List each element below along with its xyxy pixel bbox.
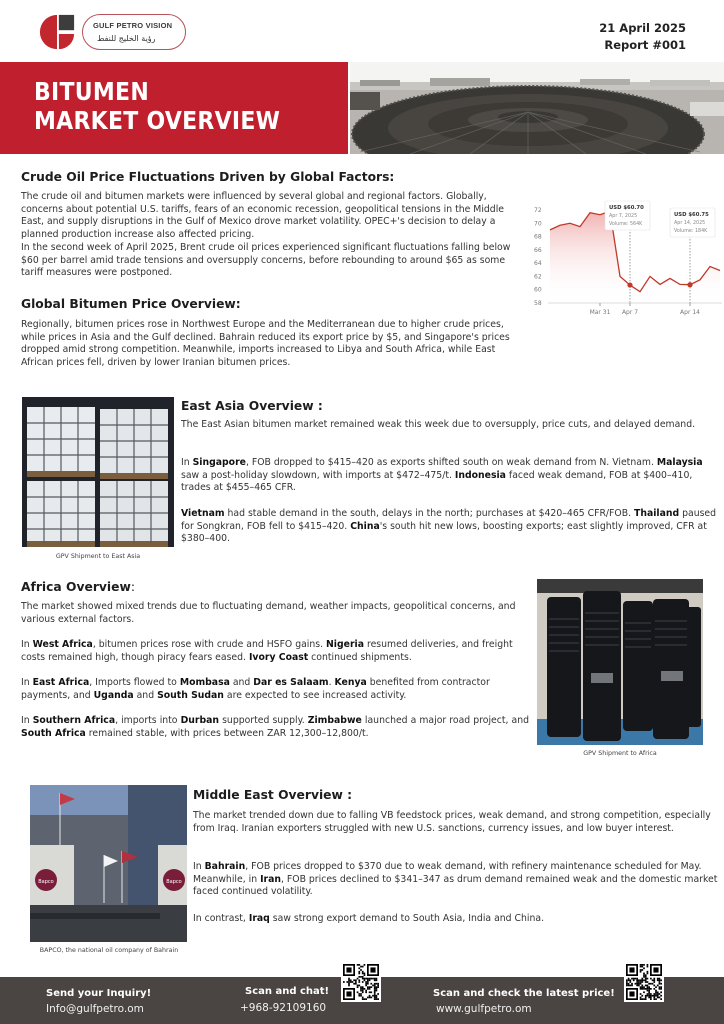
emphasized-term: South Africa: [21, 727, 86, 739]
emphasized-term: Mombasa: [179, 677, 230, 688]
text-run: , Imports flowed to: [89, 677, 180, 688]
emphasized-term: Vietnam: [181, 508, 225, 519]
text-run: remained stable, with prices between ZAR 12,300–12,800/t.: [85, 727, 369, 739]
price-tooltip: [605, 201, 650, 230]
text-run: saw a post-holiday slowdown, with imports at $472–475/t.: [181, 469, 455, 481]
africa-shipment-photo: [537, 579, 703, 745]
text-run: In: [21, 639, 33, 650]
east-asia-paragraph-3: [181, 508, 721, 546]
company-logo: [38, 11, 188, 53]
emphasized-term: Iran: [260, 873, 281, 885]
emphasized-term: East Africa: [32, 677, 90, 688]
report-header: [0, 0, 724, 62]
text-run: In contrast,: [193, 913, 249, 924]
y-tick-label: 68: [534, 233, 542, 241]
report-number: Report #001: [604, 38, 686, 52]
text-run: In: [193, 861, 205, 872]
emphasized-term: Ivory Coast: [248, 651, 309, 663]
text-run: are expected to see increased activity.: [223, 689, 407, 701]
text-run: , bitumen prices rose with crude and HSFO gains.: [92, 639, 327, 650]
inquiry-title: Send your Inquiry!: [46, 988, 152, 999]
east-asia-paragraph-1: The East Asian bitumen market remained weak this week due to oversupply, price cuts, and delayed demand.: [181, 419, 696, 430]
text-run: In: [181, 457, 193, 468]
text-run: saw strong export demand to South Asia, India and China.: [269, 913, 545, 924]
x-tick-label: Mar 31: [589, 309, 611, 316]
bapco-photo-caption: BAPCO, the national oil company of Bahrain: [39, 947, 179, 954]
text-run: 's south hit new lows, boosting exports; east slightly improved, CFR at $380–400.: [181, 520, 707, 545]
africa-paragraph-1: The market showed mixed trends due to fluctuating demand, weather impacts, geopolitical concerns, and various external factors.: [21, 601, 516, 625]
emphasized-term: Singapore: [192, 457, 246, 468]
y-tick-label: 66: [534, 246, 542, 254]
emphasized-term: China: [350, 520, 380, 532]
emphasized-term: Uganda: [93, 689, 134, 701]
brand-name-en: GULF PETRO VISION: [93, 21, 173, 30]
website-link[interactable]: www.gulfpetro.om: [436, 1003, 532, 1015]
text-run: resumed deliveries, and freight costs remained high, though piracy fears eased.: [21, 639, 513, 663]
text-run: benefited from contractor payments, and: [21, 677, 490, 701]
text-run: , FOB prices dropped to $370 due to weak demand, with refinery maintenance scheduled for May. Meanwhile, in: [193, 861, 702, 885]
text-run: , FOB prices declined to $341–347 as drum demand remained weak and the domestic market faced continued volatility.: [193, 873, 718, 898]
text-run: faced weak demand, FOB at $400–410, trades at $455–465 CFR.: [181, 469, 693, 494]
y-tick-label: 58: [534, 300, 542, 307]
bapco-sign-right: Bapco: [166, 879, 182, 885]
emphasized-term: Durban: [180, 715, 220, 726]
africa-heading-colon: :: [130, 580, 135, 594]
hero-banner: [0, 62, 724, 154]
emphasized-term: Iraq: [248, 913, 270, 924]
crude-oil-paragraph-1: The crude oil and bitumen markets were influenced by several global and regional factors. Globally, concerns about potential U.S. tariffs, fears of an economic recession, geopolitical tensions in the Middle East, and supply disruptions in the Gulf of Mexico drove market volatility. OPEC+'s decision to delay a planned production increase also affected pricing.: [21, 191, 505, 240]
tooltip-price: USD $60.70: [609, 205, 644, 211]
emphasized-term: West Africa: [32, 639, 93, 650]
middle-east-paragraph-1: The market trended down due to falling VB feedstock prices, weak demand, and strong competition, especially from Iraq. Iranian exporters struggled with new U.S. sanctions, currency issues, and low buyer interest.: [193, 810, 711, 834]
text-run: launched a major road project, and: [361, 715, 529, 726]
banner-title-line1: BITUMEN: [34, 77, 150, 106]
emphasized-term: South Sudan: [157, 689, 224, 701]
annotation-point: [627, 282, 632, 287]
middle-east-heading: Middle East Overview :: [193, 788, 353, 802]
x-tick-label: Apr 14: [680, 309, 700, 316]
middle-east-paragraph-3: [193, 913, 721, 926]
emphasized-term: Kenya: [334, 677, 367, 688]
y-tick-label: 62: [534, 273, 542, 281]
global-bitumen-heading: Global Bitumen Price Overview:: [21, 297, 241, 311]
text-run: In: [21, 677, 33, 688]
price-tooltip: [670, 208, 715, 237]
brand-name-ar: رؤية الخليج للنفط: [97, 34, 156, 43]
logo-wordmark: [82, 14, 186, 50]
africa-paragraph-3: [21, 677, 529, 702]
banner-title: [34, 77, 280, 135]
report-meta: [599, 20, 686, 54]
text-run: , FOB dropped to $415–420 as exports shifted south on weak demand from N. Vietnam.: [245, 457, 657, 468]
africa-heading: [21, 580, 135, 594]
chat-phone-link[interactable]: +968-92109160: [240, 1002, 327, 1014]
report-date: 21 April 2025: [599, 21, 686, 35]
text-run: In: [21, 715, 33, 726]
global-bitumen-paragraph: Regionally, bitumen prices rose in Northwest Europe and the Mediterranean due to higher crude prices, while prices in Asia and the Gulf declined. Bahrain reduced its export price by $5, and Singapore's prices dropped amid strong competition. Meanwhile, imports increased to Libya and South Africa, while East African prices fell, driven by lower Iranian bitumen prices.: [21, 319, 510, 368]
east-asia-heading: East Asia Overview :: [181, 399, 323, 413]
emphasized-term: Dar es Salaam: [253, 677, 329, 688]
chat-title: Scan and chat!: [245, 986, 330, 997]
africa-paragraph-4: [21, 715, 529, 740]
tooltip-date: Apr 14, 2025: [674, 221, 706, 226]
brent-price-chart: [530, 195, 724, 320]
text-run: supported supply.: [219, 715, 308, 726]
tooltip-date: Apr 7, 2025: [609, 214, 638, 219]
africa-paragraph-2: [21, 639, 529, 664]
logo-mark-icon: [38, 13, 76, 51]
bapco-refinery-photo: [30, 785, 187, 942]
east-asia-photo-caption: GPV Shipment to East Asia: [55, 553, 141, 560]
banner-title-line2: MARKET OVERVIEW: [34, 106, 281, 135]
qr-code-icon: [626, 964, 662, 1000]
y-tick-label: 72: [534, 207, 542, 214]
crude-oil-paragraph-2: In the second week of April 2025, Brent crude oil prices experienced significant fluctuations falling below $60 per barrel amid trade tensions and oversupply concerns, before rebounding to around $65 as some tariff measures were postponed.: [21, 242, 511, 279]
x-tick-label: Apr 7: [621, 309, 639, 316]
bapco-sign-left: Bapco: [38, 879, 54, 885]
text-run: paused for Songkran, FOB fell to $415–420.: [181, 508, 717, 532]
annotation-point: [687, 282, 692, 287]
y-tick-label: 64: [534, 260, 542, 268]
emphasized-term: Bahrain: [204, 861, 246, 872]
tooltip-price: USD $60.75: [674, 212, 709, 218]
africa-heading-text: Africa Overview: [21, 580, 131, 594]
text-run: and: [133, 689, 158, 701]
emphasized-term: Nigeria: [326, 639, 365, 650]
banner-title-panel: [0, 62, 348, 154]
emphasized-term: Indonesia: [454, 469, 506, 481]
y-tick-label: 70: [534, 220, 542, 228]
east-asia-shipment-photo: [22, 397, 174, 547]
text-run: and: [229, 677, 254, 688]
tooltip-volume: Volume: 184K: [674, 229, 708, 234]
y-tick-label: 60: [534, 286, 542, 294]
emphasized-term: Thailand: [633, 508, 680, 519]
whatsapp-qr-code[interactable]: [341, 962, 381, 1002]
text-run: had stable demand in the south, delays in the north; purchases at $420–465 CFR/FOB.: [224, 508, 634, 519]
inquiry-email-link[interactable]: Info@gulfpetro.om: [46, 1003, 144, 1015]
text-run: .: [328, 677, 335, 688]
text-run: , imports into: [115, 715, 181, 726]
text-run: continued shipments.: [308, 651, 412, 663]
east-asia-paragraph-2: [181, 457, 721, 495]
price-qr-code[interactable]: [624, 962, 664, 1002]
emphasized-term: Malaysia: [656, 457, 703, 468]
bitumen-drums-photo: [350, 62, 724, 154]
emphasized-term: Southern Africa: [32, 715, 116, 726]
africa-photo-caption: GPV Shipment to Africa: [583, 750, 657, 757]
price-check-title: Scan and check the latest price!: [433, 988, 615, 999]
qr-code-icon: [343, 964, 379, 1000]
middle-east-paragraph-2: [193, 861, 721, 899]
crude-oil-heading: Crude Oil Price Fluctuations Driven by Global Factors:: [21, 170, 395, 184]
emphasized-term: Zimbabwe: [307, 715, 362, 726]
tooltip-volume: Volume: 564K: [609, 222, 643, 227]
